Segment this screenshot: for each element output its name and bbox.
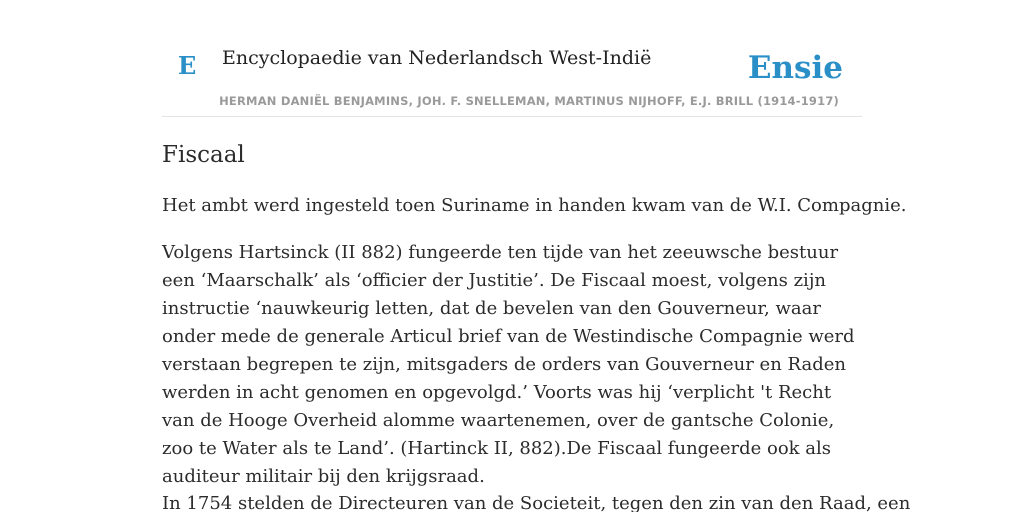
authors-line: HERMAN DANIËL BENJAMINS, JOH. F. SNELLEMAN, MARTINUS NIJHOFF, E.J. BRILL (1914-1917) [219, 94, 839, 108]
paragraph: Het ambt werd ingesteld toen Suriname in handen kwam van de W.I. Compagnie. [162, 195, 907, 216]
book-title[interactable]: Encyclopaedie van Nederlandsch West-Indië [222, 47, 652, 69]
article-page [162, 0, 911, 512]
page-header [162, 0, 862, 117]
paragraph: In 1754 stelden de Directeuren van de Societeit, tegen den zin van den Raad, een [162, 493, 911, 512]
logo-icon[interactable]: E [178, 51, 197, 80]
brand-logo[interactable]: Ensie [747, 50, 843, 86]
entry-title: Fiscaal [162, 142, 245, 168]
paragraph: Volgens Hartsinck (II 882) fungeerde ten tijde van het zeeuwsche bestuur een ‘Maarschalk’ als ‘officier der Justitie’. De Fiscaal moest, volgens zijn instructie ‘nauwkeurig letten, dat de bevelen van den Gouverneur, waar onder mede de generale Articul brief van de Westindische Compagnie werd verstaan begrepen te zijn, mitsgaders de orders van Gouverneur en Raden werden in acht genomen en opgevolgd.’ Voorts was hij ‘verplicht 't Recht van de Hooge Overheid alomme waartenemen, over de gantsche Colonie, zoo te Water als te Land’. (Hartinck II, 882).De Fiscaal fungeerde ook als auditeur militair bij den krijgsraad. [162, 242, 855, 487]
